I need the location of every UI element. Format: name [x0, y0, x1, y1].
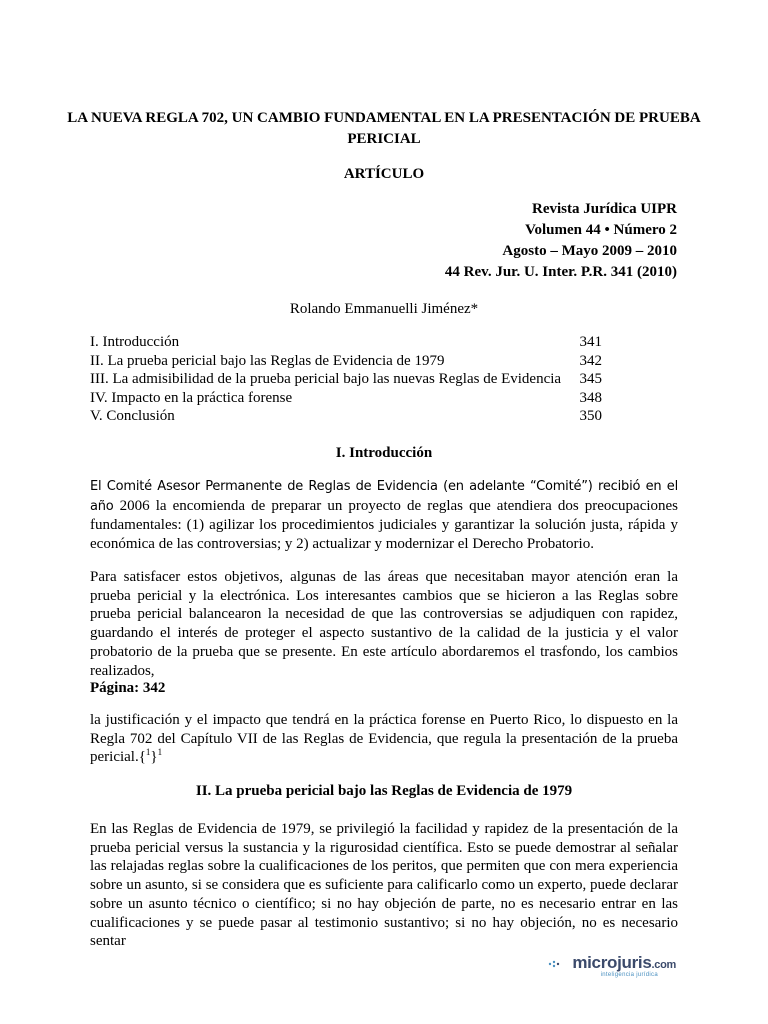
logo-dots-icon — [548, 959, 562, 969]
footnote-ref[interactable]: 1 — [157, 747, 163, 758]
toc-item-label: II. La prueba pericial bajo las Reglas de Evidencia de 1979 — [90, 352, 445, 369]
toc-item-page: 341 — [579, 334, 602, 350]
article-label: ARTÍCULO — [343, 166, 425, 182]
toc-item-page: 348 — [579, 389, 602, 406]
intro-paragraph-3 — [90, 711, 678, 767]
toc-item-page: 342 — [579, 352, 602, 369]
journal-name: Revista Jurídica UIPR — [532, 201, 677, 217]
journal-volume: Volumen 44 • Número 2 — [525, 222, 677, 238]
toc-item[interactable] — [90, 370, 602, 389]
intro-paragraph-1-lead: El Comité Asesor Permanente de Reglas de Evidencia (en adelante “Comité”) recibió en el año — [90, 479, 678, 514]
section-heading-prueba-pericial-1979: II. La prueba pericial bajo las Reglas de Evidencia de 1979 — [195, 783, 573, 799]
intro-paragraph-3-close: } — [150, 749, 158, 766]
toc-item[interactable] — [90, 407, 602, 426]
intro-paragraph-1-rest: 2006 la encomienda de preparar un proyecto de reglas que atendiera dos preocupaciones fundamentales: (1) agilizar los procedimientos judiciales y garantizar la solución justa, rápida y económica de las controversias; y 2) actualizar y modernizar el Derecho Probatorio. — [90, 497, 679, 553]
toc-item[interactable] — [90, 333, 602, 352]
document-title: LA NUEVA REGLA 702, UN CAMBIO FUNDAMENTAL EN LA PRESENTACIÓN DE PRUEBA PERICIAL — [67, 110, 701, 147]
logo-domain: .com — [651, 959, 676, 971]
toc-item-page: 350 — [579, 408, 602, 424]
journal-info — [445, 199, 677, 283]
journal-dates: Agosto – Mayo 2009 – 2010 — [502, 243, 677, 259]
toc-item-label: III. La admisibilidad de la prueba pericial bajo las nuevas Reglas de Evidencia — [90, 371, 562, 387]
intro-paragraph-1 — [90, 477, 678, 554]
logo-wordmark — [572, 953, 676, 973]
intro-paragraph-3-text: la justificación y el impacto que tendrá en la práctica forense en Puerto Rico, lo dispuesto en la Regla 702 del Capítulo VII de las Reglas de Evidencia, que regula la presentación de la prueba pericial.{ — [90, 712, 678, 766]
toc-item-label: IV. Impacto en la práctica forense — [90, 389, 293, 406]
toc-item[interactable] — [90, 389, 602, 408]
footnote-ref[interactable]: 1 — [145, 747, 151, 758]
table-of-contents — [90, 333, 602, 426]
toc-item-label: I. Introducción — [90, 334, 180, 350]
logo-tagline: inteligencia jurídica — [600, 972, 658, 978]
toc-item-label: V. Conclusión — [90, 408, 175, 424]
toc-item[interactable] — [90, 352, 602, 371]
intro-paragraph-2: Para satisfacer estos objetivos, algunas de las áreas que necesitaban mayor atención eran la prueba pericial y la electrónica. Los interesantes cambios que se hicieron a las Reglas sobre prueba pericial balancearon la necesidad de que las controversias se adjudiquen con rapidez, guardando el interés de proteger el aspecto sustantivo de la calidad de la justicia y el valor probatorio de la prueba que se presente. En este artículo abordaremos el trasfondo, los cambios realizados, — [90, 569, 678, 679]
section2-paragraph-1: En las Reglas de Evidencia de 1979, se privilegió la facilidad y rapidez de la presentación de la prueba pericial versus la sustancia y la rigurosidad científica. Esto se puede demostrar al señalar las relajadas reglas sobre la cualificaciones de los peritos, que permiten que con mera experiencia sobre un asunto, si se considera que es suficiente para calificarlo como un experto, puede declarar sobre un asunto técnico o científico; si no hay objeción de parte, no es necesario entrar en las cualificaciones y se puede pasar al testimonio sustantivo; si no hay objeción, no es necesario sentar — [90, 821, 678, 950]
section-heading-introduction: I. Introducción — [335, 445, 433, 461]
microjuris-logo — [546, 953, 676, 987]
author-name: Rolando Emmanuelli Jiménez* — [289, 301, 479, 317]
page-marker: Página: 342 — [90, 680, 166, 696]
toc-item-page: 345 — [579, 371, 602, 387]
journal-citation: 44 Rev. Jur. U. Inter. P.R. 341 (2010) — [444, 264, 677, 280]
logo-text: microjuris — [572, 953, 652, 972]
